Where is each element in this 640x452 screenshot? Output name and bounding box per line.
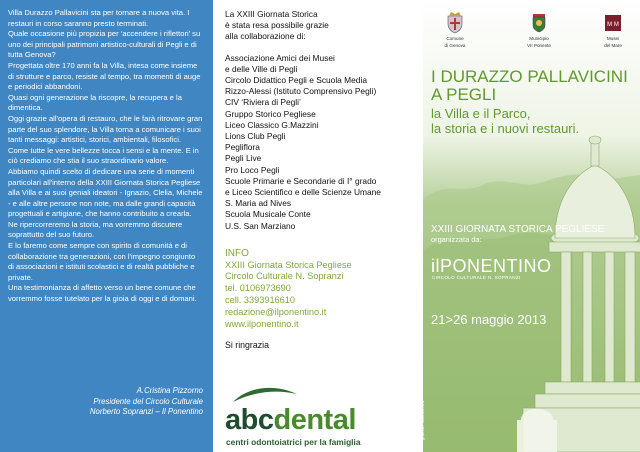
- cover-title-line: A PEGLI: [431, 85, 497, 104]
- event-dates: 21>26 maggio 2013: [431, 312, 547, 327]
- svg-text:M M: M M: [607, 22, 619, 28]
- logo-comune: [435, 12, 475, 48]
- sponsor-thanks: Si ringrazia: [225, 340, 270, 351]
- logo-caption: Municipio: [529, 36, 549, 41]
- cover-title-line: I DURAZZO PALLAVICINI: [431, 67, 628, 86]
- logo-caption: del Mare: [604, 43, 622, 49]
- intro-text: [8, 8, 203, 305]
- info-email-link[interactable]: redazione@ilponentino.it: [225, 306, 327, 317]
- sponsor-name-part: abc: [225, 404, 274, 436]
- collaborator-item: Circolo Didattico Pegli e Scuola Media: [225, 75, 367, 86]
- photo-credit: [420, 390, 437, 450]
- intro-paragraph: Oggi grazie all'opera di restauro, che le farà ritrovare gran parte del suo splendore, la Villa torna a comunicare i suoi tanti messaggi: artistici, storici, ambientali, filosofici.: [8, 113, 203, 145]
- collaborator-item: Associazione Amici dei Musei: [225, 52, 335, 63]
- logo-caption: Comune: [446, 36, 464, 41]
- info-title: INFO: [225, 247, 249, 259]
- municipio-crest-icon: [530, 12, 548, 34]
- cover-subtitle: [431, 106, 579, 136]
- info-block: [225, 248, 423, 331]
- collaborator-item: Pro Loco Pegli: [225, 164, 280, 175]
- intro-paragraph: Progettata oltre 170 anni fa la Villa, intesa come insieme di strutture e parco, resiste al tempo, tra momenti di auge e periodici abbandoni.: [8, 60, 201, 92]
- info-mobile[interactable]: cell. 3393916610: [225, 295, 295, 306]
- thanks-heading: [225, 9, 423, 43]
- cover-panel: [420, 0, 640, 452]
- cover-subtitle-line: la Villa e il Parco,: [431, 106, 531, 121]
- signature-name: A.Cristina Pizzorno: [136, 386, 203, 395]
- logo-caption: Musei: [606, 36, 620, 41]
- collaborator-item: Rizzo-Alessi (Istituto Comprensivo Pegli): [225, 86, 377, 97]
- cover-title: [431, 68, 628, 104]
- collaborator-item: Gruppo Storico Pegliese: [225, 108, 316, 119]
- info-website-link[interactable]: www.ilponentino.it: [225, 318, 299, 329]
- intro-paragraph: Abbiamo quindi scelto di dedicare una serie di momenti particolari all'interno della XXIII Giornata Storica Pegliese alla Villa e ai suoi geniali ideatori - Ignazio, Clelia, Michele - e alle altre persone non note, ma dalle grandi capacità progettuali e artigiane, che hanno contribuito a crearla.: [8, 166, 203, 219]
- sponsor-name-part: dental: [273, 404, 356, 436]
- thanks-line: alla collaborazione di:: [225, 31, 306, 42]
- collaborator-item: e delle Ville di Pegli: [225, 63, 298, 74]
- collaborators-list: [225, 53, 423, 232]
- logo-municipio: [519, 12, 559, 48]
- collaborator-item: Pegliflora: [225, 142, 260, 153]
- intro-paragraph: Ne ripercorreremo la storia, ma vorremmo discutere soprattutto del suo futuro.: [8, 219, 183, 240]
- sponsor-name: [225, 404, 356, 437]
- collaborator-item: Scuole Primarie e Secondarie di I° grado: [225, 175, 377, 186]
- intro-paragraph: E lo faremo come sempre con spirito di comunità e di collaborazione tra generazioni, con l'impegno congiunto di associazioni e istituti scolastici e di realtà pubbliche e private.: [8, 241, 196, 282]
- swoosh-icon: [231, 384, 301, 406]
- organizer-logo: ilPONENTINO: [431, 256, 552, 276]
- credits-panel: [213, 0, 426, 452]
- collaborator-item: Pegli Live: [225, 153, 262, 164]
- logo-caption: VII Ponente: [526, 43, 551, 49]
- collaborator-item: CIV ‘Riviera di Pegli’: [225, 97, 301, 108]
- collaborator-item: S. Maria ad Nives: [225, 198, 292, 209]
- comune-crest-icon: [446, 12, 464, 34]
- sponsor-tagline: centri odontoiatrici per la famiglia: [226, 437, 361, 447]
- cover-subtitle-line: la storia e i nuovi restauri.: [431, 121, 580, 136]
- info-phone[interactable]: tel. 0106973690: [225, 283, 291, 294]
- collaborator-item: e Liceo Scientifico e delle Scienze Umane: [225, 187, 381, 198]
- event-name: [431, 224, 604, 244]
- info-line: Circolo Culturale N. Sopranzi: [225, 271, 344, 282]
- logo-caption: di Genova: [444, 43, 466, 49]
- collaborator-item: Scuola Musicale Conte: [225, 209, 311, 220]
- intro-paragraph: Quale occasione più propizia per ‘accendere i riflettori’ su uno dei principali patrimoni artistico-culturali di Pegli e di tutta Genova?: [8, 29, 201, 60]
- institution-logos: [423, 12, 640, 58]
- organized-by: organizzata da:: [431, 235, 482, 244]
- signature: [8, 386, 203, 418]
- intro-paragraph: Quasi ogni generazione la riscopre, la recupera e la dimentica.: [8, 92, 182, 113]
- info-line: XXIII Giornata Storica Pegliese: [225, 259, 352, 270]
- collaborator-item: U.S. San Marziano: [225, 220, 296, 231]
- thanks-line: è stata resa possibile grazie: [225, 20, 329, 31]
- collaborator-item: Lions Club Pegli: [225, 131, 286, 142]
- intro-paragraph: Come tutte le vere bellezze tocca i sensi e la mente. E in ciò crediamo che stia il suo straordinario valore.: [8, 145, 199, 166]
- logo-musei: [593, 12, 633, 48]
- collaborator-item: Liceo Classico G.Mazzini: [225, 119, 319, 130]
- signature-org: Norberto Sopranzi – Il Ponentino: [89, 407, 203, 417]
- intro-paragraph: Una testimonianza di affetto verso un bene comune che vorremmo fosse tutelato per la gioia di oggi e di domani.: [8, 283, 197, 304]
- photo-credit-text: grafica PaoloGuerra: [420, 400, 426, 441]
- signature-role: Presidente del Circolo Culturale: [93, 396, 203, 406]
- event-line: XXIII GIORNATA STORICA PEGLIESE: [431, 224, 605, 235]
- intro-paragraph: Villa Durazzo Pallavicini sta per tornare a nuova vita. I restauri in corso saranno presto terminati.: [8, 8, 190, 28]
- intro-panel: [0, 0, 213, 452]
- musei-logo-icon: [604, 12, 622, 34]
- organizer-subtitle: CIRCOLO CULTURALE N. SOPRANZI: [432, 275, 521, 280]
- thanks-line: La XXIII Giornata Storica: [225, 9, 318, 19]
- sponsor-logo: [225, 384, 395, 450]
